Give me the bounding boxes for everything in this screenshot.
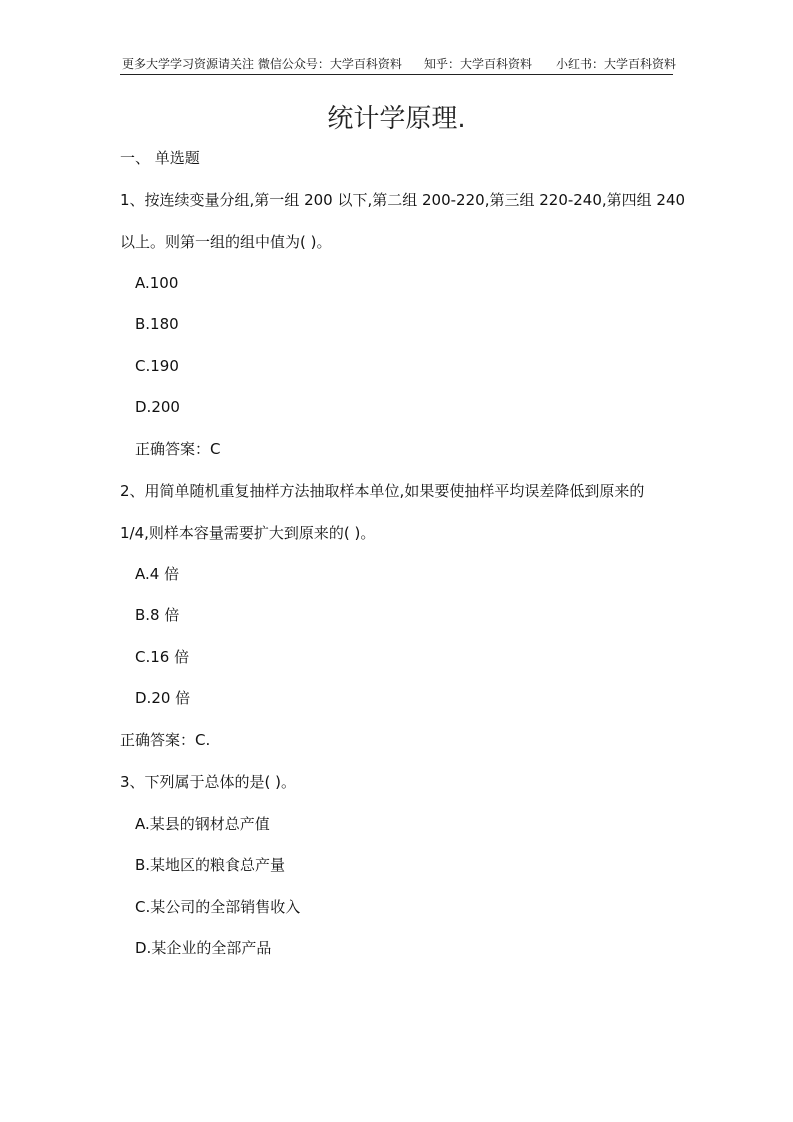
header-wechat-note: 更多大学学习资源请关注 微信公众号：大学百科资料 [122,57,402,71]
question-2-option-c: C.16 倍 [135,648,190,666]
question-1-option-c: C.190 [135,357,179,375]
question-2-option-b: B.8 倍 [135,606,180,624]
question-3-option-b: B.某地区的粮食总产量 [135,856,286,874]
question-1-answer: 正确答案：C [135,440,221,458]
question-2-stem-line-2: 1/4,则样本容量需要扩大到原来的( )。 [120,524,376,542]
question-3-option-a: A.某县的钢材总产值 [135,815,270,833]
question-2-stem-line-1: 2、用简单随机重复抽样方法抽取样本单位,如果要使抽样平均误差降低到原来的 [120,482,645,500]
document-title: 统计学原理. [327,104,466,134]
question-1-option-a: A.100 [135,274,179,292]
question-3-stem: 3、下列属于总体的是( )。 [120,773,297,791]
question-2-option-a: A.4 倍 [135,565,180,583]
question-2-option-d: D.20 倍 [135,689,191,707]
question-3-option-d: D.某企业的全部产品 [135,939,272,957]
header-xiaohongshu-note: 小红书：大学百科资料 [556,57,677,71]
question-1-option-b: B.180 [135,315,179,333]
question-1-option-d: D.200 [135,398,180,416]
question-3-option-c: C.某公司的全部销售收入 [135,898,301,916]
header-zhihu-note: 知乎：大学百科资料 [424,57,533,71]
question-2-answer: 正确答案：C. [120,731,211,749]
question-1-stem-line-2: 以上。则第一组的组中值为( )。 [120,233,332,251]
section-heading: 一、 单选题 [120,149,200,167]
page-header [120,52,677,75]
question-1-stem-line-1: 1、按连续变量分组,第一组 200 以下,第二组 200-220,第三组 220-240,第四组 240 [120,191,686,209]
